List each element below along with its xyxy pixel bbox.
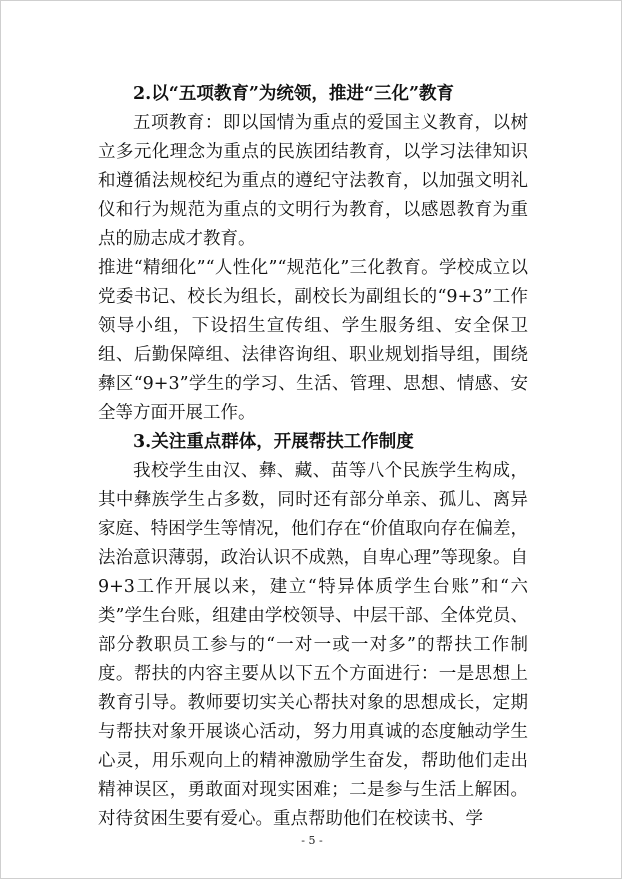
section-2-heading: 2.以“五项教育”为统领，推进“三化”教育: [133, 84, 455, 104]
section-2-paragraph-2: 推进“精细化”“人性化”“规范化”三化教育。学校成立以党委书记、校长为组长，副校长为副组长的“9+3”工作领导小组，下设招生宣传组、学生服务组、安全保卫组、后勤保障组、法律咨询组、职业规划指导组，围绕彝区“9+3”学生的学习、生活、管理、思想、情感、安全等方面开展工作。: [98, 258, 528, 423]
section-3-paragraph-1: 我校学生由汉、彝、藏、苗等八个民族学生构成，其中彝族学生占多数，同时还有部分单亲、孤儿、离异家庭、特困学生等情况，他们存在“价值取向存在偏差，法治意识薄弱，政治认识不成熟，自卑心理”等现象。自9+3工作开展以来，建立“特异体质学生台账”和“六类”学生台账，组建由学校领导、中层干部、全体党员、部分教职员工参与的“一对一或一对多”的帮扶工作制度。帮扶的内容主要从以下五个方面进行：一是思想上教育引导。教师要切实关心帮扶对象的思想成长，定期与帮扶对象开展谈心活动，努力用真诚的态度触动学生心灵，用乐观向上的精神激励学生奋发，帮助他们走出精神误区，勇敢面对现实困难；二是参与生活上解困。对待贫困生要有爱心。重点帮助他们在校读书、学: [98, 461, 528, 829]
document-body: [98, 80, 528, 834]
page-number: - 5 -: [301, 834, 323, 847]
section-2-paragraph-1: 五项教育：即以国情为重点的爱国主义教育，以树立多元化理念为重点的民族团结教育，以学习法律知识和遵循法规校纪为重点的遵纪守法教育，以加强文明礼仪和行为规范为重点的文明行为教育，以感恩教育为重点的励志成才教育。: [98, 113, 528, 249]
section-3-heading: 3.关注重点群体，开展帮扶工作制度: [133, 432, 414, 452]
